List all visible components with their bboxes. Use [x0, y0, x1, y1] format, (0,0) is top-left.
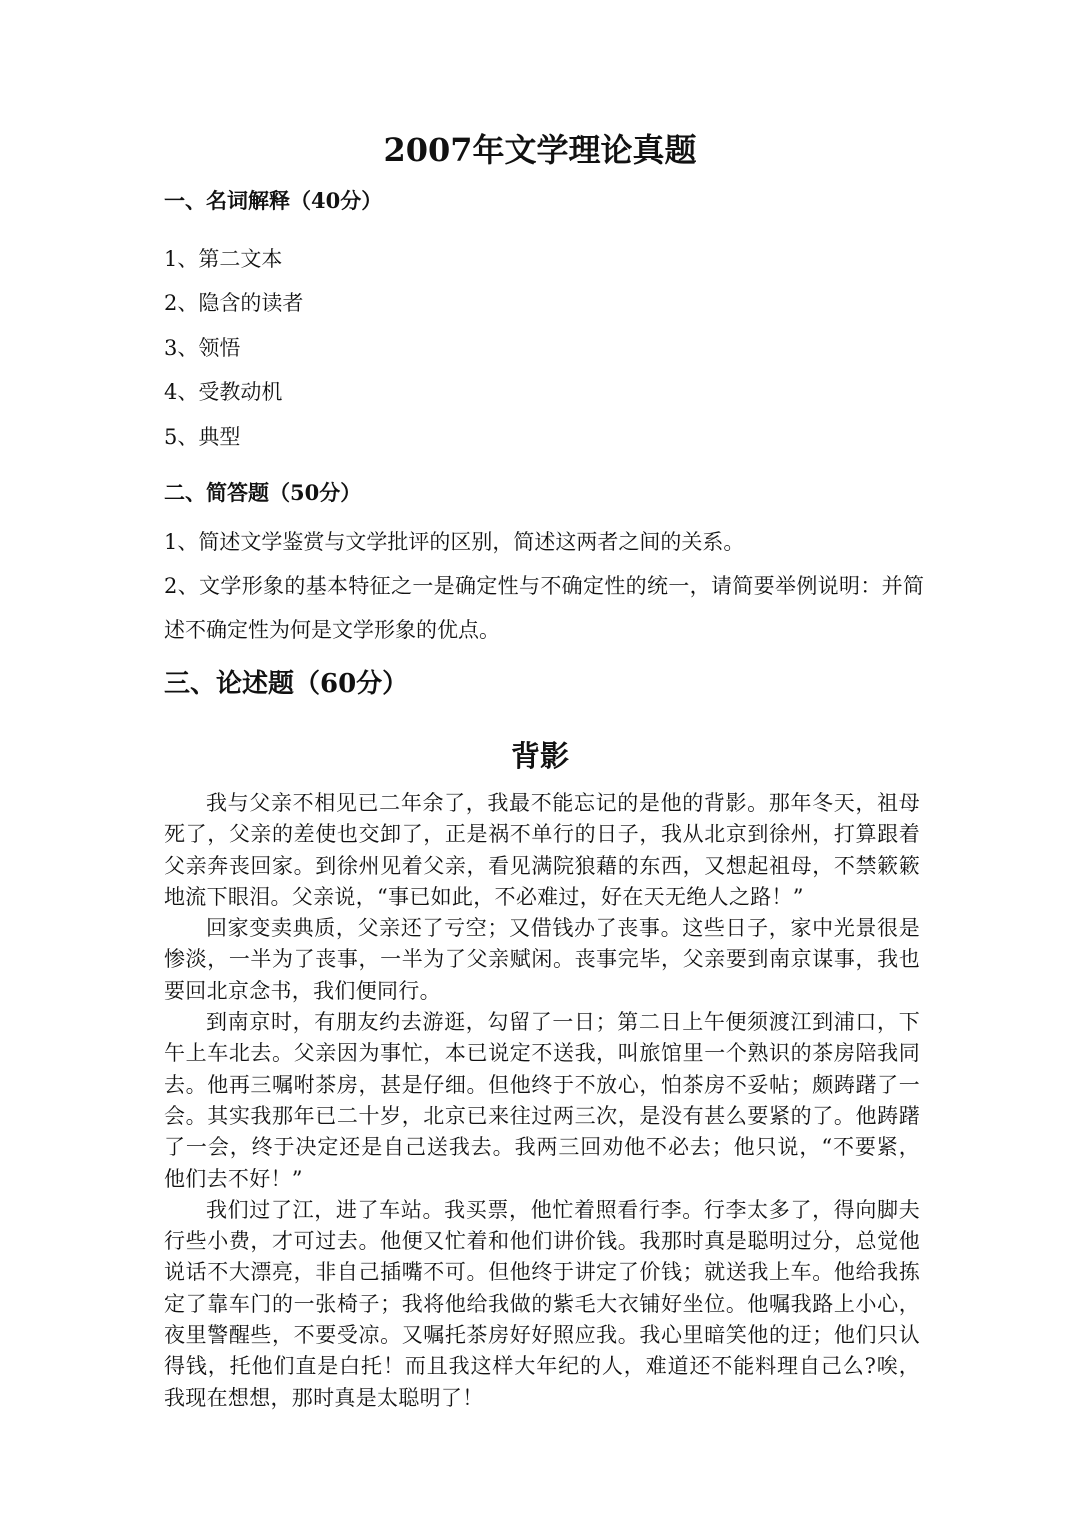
essay-paragraph: 回家变卖典质，父亲还了亏空；又借钱办了丧事。这些日子，家中光景很是惨淡，一半为了丧事，一半为了父亲赋闲。丧事完毕，父亲要到南京谋事，我也要回北京念书，我们便同行。 [164, 916, 920, 1003]
section-heading-short-answer: 二、简答题（50分） [164, 480, 362, 505]
essay-paragraph: 我们过了江，进了车站。我买票，他忙着照看行李。行李太多了，得向脚夫行些小费，才可过去。他便又忙着和他们讲价钱。我那时真是聪明过分，总觉他说话不大漂亮，非自己插嘴不可。但他终于讲定了价钱；就送我上车。他给我拣定了靠车门的一张椅子；我将他给我做的紫毛大衣铺好坐位。他嘱我路上小心，夜里警醒些，不要受凉。又嘱托茶房好好照应我。我心里暗笑他的迂；他们只认得钱，托他们直是白托！而且我这样大年纪的人，难道还不能料理自己么?唉，我现在想想，那时真是太聪明了！ [164, 1197, 920, 1410]
term-item: 2、隐含的读者 [164, 291, 304, 315]
term-item: 1、第二文本 [164, 247, 283, 271]
section-heading-terms: 一、名词解释（40分） [164, 188, 383, 213]
section-heading-essay: 三、论述题（60分） [164, 669, 409, 699]
exam-title: 2007年文学理论真题 [383, 131, 697, 169]
essay-title: 背影 [510, 739, 569, 773]
short-answer-question: 1、简述文学鉴赏与文学批评的区别，简述这两者之间的关系。 [164, 530, 745, 554]
essay-body [164, 788, 920, 1414]
term-item: 3、领悟 [164, 336, 241, 360]
essay-paragraph: 到南京时，有朋友约去游逛，勾留了一日；第二日上午便须渡江到浦口，下午上车北去。父亲因为事忙，本已说定不送我，叫旅馆里一个熟识的茶房陪我同去。他再三嘱咐茶房，甚是仔细。但他终于不放心，怕茶房不妥帖；颇踌躇了一会。其实我那年已二十岁，北京已来往过两三次，是没有甚么要紧的了。他踌躇了一会，终于决定还是自己送我去。我两三回劝他不必去；他只说，“不要紧，他们去不好！” [164, 1010, 920, 1191]
term-item: 4、受教动机 [164, 380, 283, 404]
term-item: 5、典型 [164, 425, 241, 449]
short-answer-question: 2、文学形象的基本特征之一是确定性与不确定性的统一，请简要举例说明：并简述不确定性为何是文学形象的优点。 [164, 574, 924, 642]
essay-paragraph: 我与父亲不相见已二年余了，我最不能忘记的是他的背影。那年冬天，祖母死了，父亲的差使也交卸了，正是祸不单行的日子，我从北京到徐州，打算跟着父亲奔丧回家。到徐州见着父亲，看见满院狼藉的东西，又想起祖母，不禁簌簌地流下眼泪。父亲说，“事已如此，不必难过，好在天无绝人之路！” [164, 791, 920, 909]
